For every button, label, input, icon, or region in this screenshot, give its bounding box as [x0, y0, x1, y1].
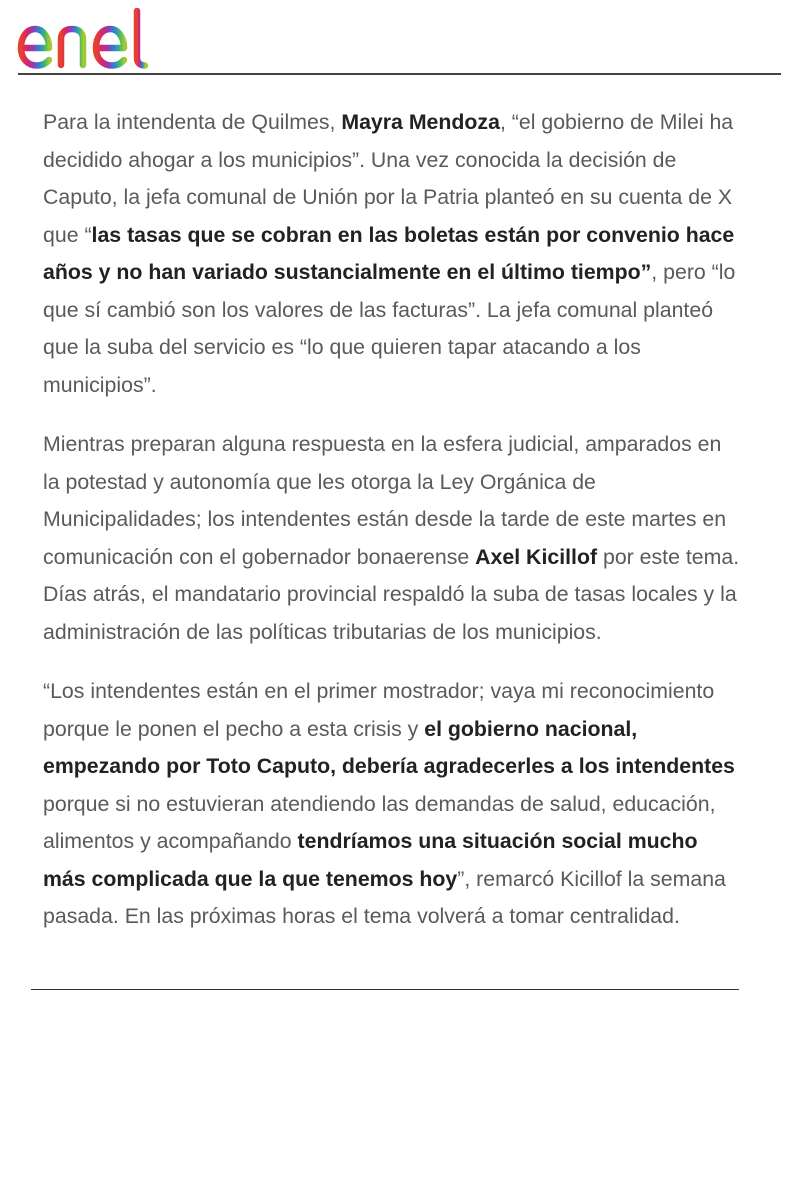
enel-logo[interactable]: [16, 8, 180, 70]
paragraph-text: por este tema. Días atrás, el mandatario provincial respaldó la suba de tasas locales y la administración de las políticas tributarias de los municipios.: [43, 544, 740, 644]
paragraph-text: “Los intendentes están en el primer mostrador; vaya mi reconocimiento porque le ponen el pecho a esta crisis y: [43, 679, 715, 741]
highlighted-name: Mayra Mendoza: [341, 110, 500, 134]
enel-logo-icon: [16, 8, 180, 70]
article-end-divider: [31, 989, 739, 990]
site-header: [0, 0, 800, 76]
highlighted-quote: el gobierno nacional, empezando por Toto Caputo, debería agradecerles a los intendentes: [43, 716, 735, 778]
header-divider: [18, 73, 781, 75]
paragraph-text: Mientras preparan alguna respuesta en la esfera judicial, amparados en la potestad y autonomía que les otorga la Ley Orgánica de Municipalidades; los intendentes están desde la tarde de este martes en comunicación con el gobernador bonaerense: [43, 432, 727, 569]
article-paragraph: [43, 104, 743, 404]
highlighted-quote: las tasas que se cobran en las boletas están por convenio hace años y no han variado sustancialmente en el último tiempo”: [43, 222, 735, 284]
paragraph-text: porque si no estuvieran atendiendo las demandas de salud, educación, alimentos y acompañando: [43, 791, 716, 853]
paragraph-text: , “el gobierno de Milei ha decidido ahogar a los municipios”. Una vez conocida la decisión de Caputo, la jefa comunal de Unión por la Patria planteó en su cuenta de X que “: [43, 110, 734, 247]
article-paragraph: [43, 673, 743, 936]
article-paragraph: [43, 426, 743, 651]
highlighted-quote: tendríamos una situación social mucho más complicada que la que tenemos hoy: [43, 829, 698, 891]
highlighted-name: Axel Kicillof: [475, 544, 598, 569]
article-body: [43, 104, 743, 958]
paragraph-text: Para la intendenta de Quilmes,: [43, 110, 342, 134]
paragraph-text: , pero “lo que sí cambió son los valores de las facturas”. La jefa comunal planteó que la suba del servicio es “lo que quieren tapar atacando a los municipios”.: [43, 260, 736, 397]
paragraph-text: ”, remarcó Kicillof la semana pasada. En las próximas horas el tema volverá a tomar centralidad.: [43, 866, 726, 928]
logo-text: [180, 8, 181, 9]
